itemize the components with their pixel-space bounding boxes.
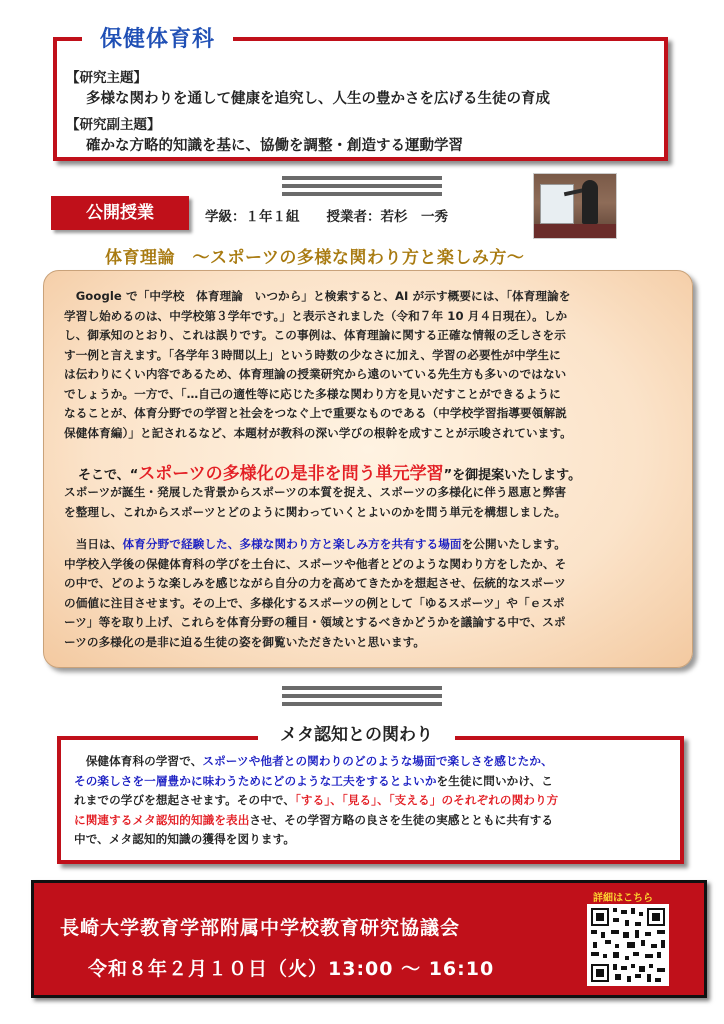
proposal-paragraph bbox=[64, 483, 684, 522]
open-class-label: 公開授業 bbox=[51, 196, 189, 230]
meta-highlight: その楽しさを一層豊かに味わうためにどのような工夫をするとよいか bbox=[74, 773, 437, 788]
meta-line: 中で、メタ認知的知識の獲得を図ります。 bbox=[74, 832, 296, 846]
intro-line: す一例と言えます。「各学年３時間以上」という時数の少なさに加え、学習の必要性が中学生に bbox=[64, 347, 561, 362]
meta-paragraph bbox=[74, 752, 674, 850]
proposal-highlight: スポーツの多様化の是非を問う単元学習 bbox=[138, 464, 444, 484]
teacher-photo bbox=[533, 173, 617, 239]
meta-highlight: に関連するメタ認知的知識を表出 bbox=[74, 812, 250, 827]
intro-line: 保健体育編）」と記されるなど、本題材が教科の深い学びの根幹を成すことが示唆されています。 bbox=[64, 425, 572, 440]
separator bbox=[282, 686, 442, 690]
proposal-line bbox=[78, 459, 581, 484]
meta-line bbox=[74, 811, 674, 831]
lesson-line: ーツの多様化の是非に迫る生徒の姿を御覧いただきたいと思います。 bbox=[64, 634, 426, 649]
meta-title: メタ認知との関わり bbox=[258, 720, 455, 745]
meta-text: 保健体育科の学習で、 bbox=[74, 754, 203, 768]
separator bbox=[282, 702, 442, 706]
subtheme-label: 【研究副主題】 bbox=[66, 117, 161, 133]
meta-highlight: スポーツや他者との関わりのどのような場面で楽しさを感じたか、 bbox=[202, 754, 553, 768]
separator bbox=[282, 184, 442, 188]
subtheme-text: 確かな方略的知識を基に、協働を調整・創造する運動学習 bbox=[86, 138, 463, 154]
lesson-line: 中学校入学後の保健体育科の学びを土台に、スポーツや他者とどのような関わり方をしたか、そ bbox=[64, 556, 567, 571]
lesson-highlight: 体育分野で経験した、多様な関わり方と楽しみ方を共有する場面 bbox=[122, 537, 462, 551]
intro-line: Google で「中学校 体育理論 いつから」と検索すると、AI が示す概要には、「体育理論を bbox=[64, 289, 571, 303]
theme-label: 【研究主題】 bbox=[66, 70, 147, 86]
proposal-prefix: そこで、“ bbox=[78, 468, 139, 483]
meta-text: れまでの学びを想起させます。その中で、 bbox=[74, 793, 296, 807]
intro-line: し、御承知のとおり、これは誤りです。この事例は、体育理論に関する正確な情報の乏しさを示 bbox=[64, 328, 566, 342]
lesson-line: の価値に注目させます。その上で、多様化するスポーツの例として「ゆるスポーツ」や「ｅスポ bbox=[64, 595, 565, 610]
qr-label: 詳細はこちら bbox=[593, 893, 653, 904]
meta-text: を生徒に問いかけ、こ bbox=[436, 773, 553, 788]
intro-line: なることが、体育分野での学習と社会をつなぐ上で重要なものである（中学校学習指導要領解説 bbox=[64, 406, 567, 420]
lesson-title: 体育理論 ～スポーツの多様な関わり方と楽しみ方～ bbox=[105, 248, 525, 268]
intro-line: 学習し始めるのは、中学校第３学年です。」と表示されました（令和７年 10 月４日現在）。しか bbox=[64, 308, 568, 323]
qr-code-icon[interactable] bbox=[587, 904, 669, 986]
separator bbox=[282, 694, 442, 698]
separator bbox=[282, 192, 442, 196]
meta-line bbox=[74, 752, 674, 772]
meta-highlight: 「する」、「見る」、「支える」のそれぞれの関わり方 bbox=[295, 793, 559, 807]
meta-line bbox=[74, 791, 674, 811]
meta-text: させ、その学習方略の良さを生徒の実感とともに共有する bbox=[249, 812, 554, 827]
lesson-suffix: を公開いたします。 bbox=[461, 537, 566, 551]
lesson-line: ーツ」等を取り上げ、これらを体育分野の種目・領域とするべきかどうかを議論する中で、スポ bbox=[64, 615, 566, 629]
class-info: 学級：１年１組 授業者：若杉 一秀 bbox=[205, 209, 448, 225]
lesson-line: の中で、どのような楽しみを感じながら自分の力を高めてきたかを想起させ、伝統的なスポーツ bbox=[64, 576, 566, 590]
separator bbox=[282, 176, 442, 180]
intro-line: でしょうか。一方で、「…自己の適性等に応じた多様な関わり方を見いだすことができるように bbox=[64, 386, 561, 401]
footer-org: 長崎大学教育学部附属中学校教育研究協議会 bbox=[60, 917, 461, 939]
theme-text: 多様な関わりを通して健康を追究し、人生の豊かさを広げる生徒の育成 bbox=[86, 91, 550, 107]
proposal-suffix: ”を御提案いたします。 bbox=[443, 468, 582, 483]
intro-paragraph bbox=[64, 287, 684, 443]
meta-line bbox=[74, 772, 674, 792]
dept-title: 保健体育科 bbox=[82, 22, 233, 53]
footer-date: 令和８年２月１０日（火）13:00 ～ 16:10 bbox=[88, 958, 495, 980]
lesson-prefix: 当日は、 bbox=[64, 537, 123, 551]
intro-line: は伝わりにくい内容であるため、体育理論の授業研究から遠のいている先生方も多いのではない bbox=[64, 367, 567, 381]
proposal-text-line: スポーツが誕生・発展した背景からスポーツの本質を捉え、スポーツの多様化に伴う恩恵と弊害 bbox=[64, 485, 567, 499]
proposal-text-line: を整理し、これからスポーツとどのように関わっていくとよいのかを問う単元を構想しました。 bbox=[64, 504, 567, 519]
lesson-line bbox=[64, 535, 684, 555]
lesson-paragraph bbox=[64, 535, 684, 652]
